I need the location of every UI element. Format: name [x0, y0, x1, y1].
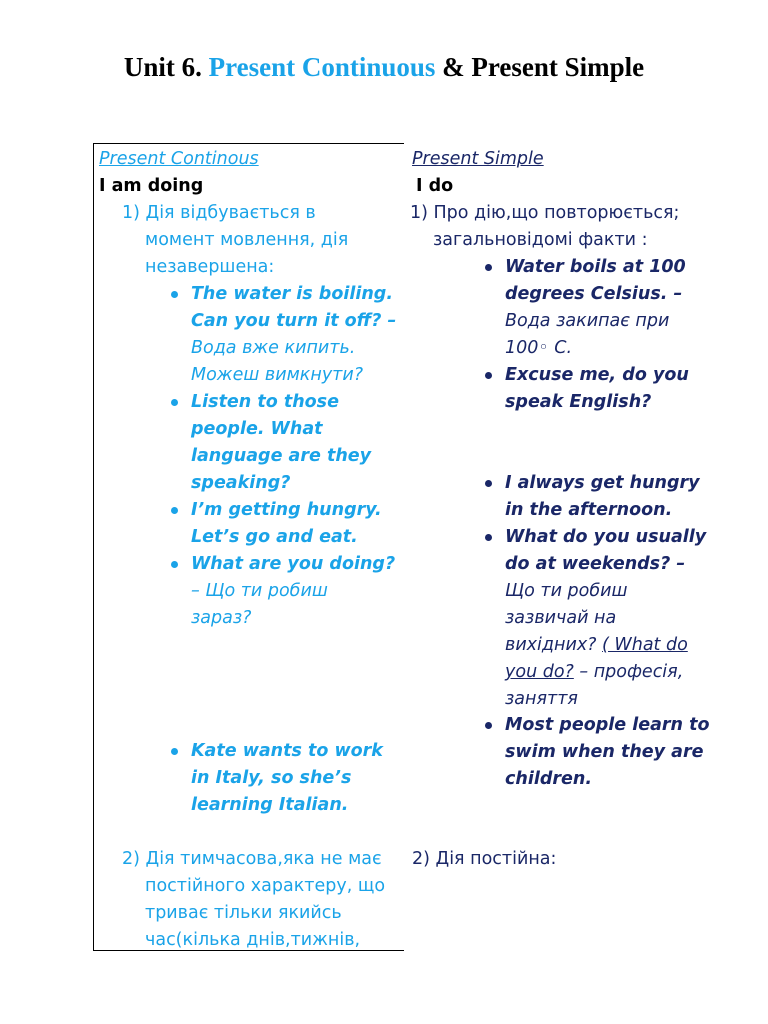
right-ex5-en2: swim when they are: [505, 742, 704, 762]
bullet-icon: [171, 507, 178, 514]
left-ex2-en2: people. What: [191, 419, 323, 439]
title-suffix: & Present Simple: [435, 52, 645, 82]
right-ex1-en1: Water boils at 100: [505, 257, 686, 277]
bullet-icon: [485, 372, 492, 379]
right-point1-line2: загальновідомі факти :: [433, 230, 648, 250]
left-subheader: I am doing: [99, 176, 204, 196]
bullet-icon: [171, 399, 178, 406]
left-ex4-en1: What are you doing?: [191, 554, 396, 574]
left-ex3-en1: I’m getting hungry.: [191, 500, 382, 520]
right-ex1-en2: degrees Celsius. –: [505, 284, 683, 304]
bullet-icon: [171, 561, 178, 568]
left-ex2-en1: Listen to those: [191, 392, 339, 412]
left-point2-line4: час(кілька днів,тижнів,: [145, 930, 361, 950]
right-ex5-en1: Most people learn to: [505, 715, 710, 735]
right-ex4-line6: [505, 659, 683, 686]
right-ex2-en1: Excuse me, do you: [505, 365, 689, 385]
bullet-icon: [485, 534, 492, 541]
left-header: Present Continous: [99, 149, 259, 169]
bullet-icon: [171, 291, 178, 298]
right-ex4-ua1: Що ти робиш: [505, 581, 628, 601]
bullet-icon: [485, 480, 492, 487]
title-prefix: Unit 6.: [123, 52, 209, 82]
left-ex1-en2: Can you turn it off? –: [191, 311, 397, 331]
bullet-icon: [171, 748, 178, 755]
right-header: Present Simple: [412, 149, 544, 169]
right-ex3-en1: I always get hungry: [505, 473, 700, 493]
right-ex4-ua2: зазвичай на: [505, 608, 617, 628]
left-ex2-en3: language are they: [191, 446, 372, 466]
right-ex4-link: ( What do: [602, 635, 688, 655]
left-ex1-ua1: Вода вже кипить.: [191, 338, 356, 358]
left-ex4-ua1: – Що ти робиш: [191, 581, 328, 601]
page-title: [0, 52, 768, 83]
left-ex5-en1: Kate wants to work: [191, 741, 383, 761]
left-ex1-en1: The water is boiling.: [191, 284, 393, 304]
left-ex3-en2: Let’s go and eat.: [191, 527, 358, 547]
right-point2: 2) Дія постійна:: [412, 849, 557, 869]
right-ex2-en2: speak English?: [505, 392, 652, 412]
right-ex1-ua2: 100◦ С.: [505, 338, 573, 358]
left-point1-line2: момент мовлення, дія: [145, 230, 349, 250]
right-ex3-en2: in the afternoon.: [505, 500, 673, 520]
left-point1-line1: 1) Дія відбувається в: [122, 203, 316, 223]
left-ex4-ua2: зараз?: [191, 608, 252, 628]
left-point2-line1: 2) Дія тимчасова,яка не має: [122, 849, 382, 869]
right-ex4-en1: What do you usually: [505, 527, 707, 547]
right-ex5-en3: children.: [505, 769, 592, 789]
left-ex1-ua2: Можеш вимкнути?: [191, 365, 364, 385]
left-point2-line2: постійного характеру, що: [145, 876, 386, 896]
right-ex1-ua1: Вода закипає при: [505, 311, 670, 331]
right-ex4-line5: [505, 632, 688, 659]
right-point1-line1: 1) Про дію,що повторюється;: [410, 203, 680, 223]
left-ex2-en4: speaking?: [191, 473, 291, 493]
left-point2-line3: триває тільки якийсь: [145, 903, 342, 923]
right-ex4-line7: заняття: [505, 689, 578, 709]
right-subheader: I do: [416, 176, 454, 196]
left-ex5-en2: in Italy, so she’s: [191, 768, 352, 788]
right-ex4-en2: do at weekends? –: [505, 554, 686, 574]
bullet-icon: [485, 264, 492, 271]
right-ex4-after: – професія,: [573, 662, 684, 682]
title-accent: Present Continuous: [208, 52, 436, 82]
left-ex5-en3: learning Italian.: [191, 795, 349, 815]
bullet-icon: [485, 722, 492, 729]
left-point1-line3: незавершена:: [145, 257, 275, 277]
right-ex4-plain: вихідних?: [505, 635, 603, 655]
right-ex4-link2: you do?: [505, 662, 574, 682]
